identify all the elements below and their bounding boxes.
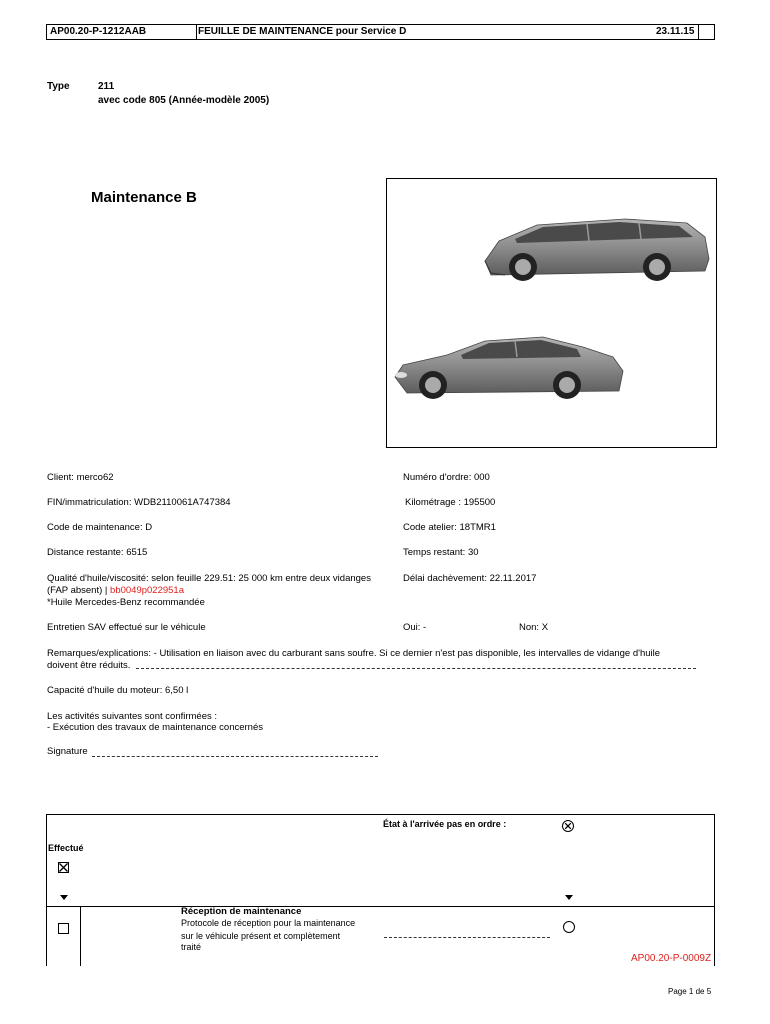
table-row-divider (46, 906, 715, 907)
fap-line (47, 585, 184, 596)
done-label: Effectué (48, 843, 84, 853)
reception-dotted-line (384, 937, 550, 938)
vehicle-illustration (387, 179, 716, 447)
arrow-down-icon (565, 895, 573, 901)
arrow-down-icon (60, 895, 68, 901)
arrival-state-label: État à l'arrivée pas en ordre : (383, 819, 507, 829)
arrival-state-x-circle-icon[interactable] (562, 820, 574, 832)
x-mark-icon (563, 821, 573, 831)
reception-radio[interactable] (563, 921, 575, 933)
mileage-field: Kilométrage : 195500 (405, 497, 496, 508)
reception-title: Réception de maintenance (181, 906, 302, 917)
x-mark-icon (59, 863, 68, 872)
fap-code-link[interactable]: bb0049p022951a (110, 585, 184, 596)
remaining-time-field: Temps restant: 30 (403, 547, 479, 558)
checklist-table (46, 814, 715, 966)
table-divider (80, 906, 81, 966)
document-title: FEUILLE DE MAINTENANCE pour Service D (195, 25, 699, 39)
reception-checkbox[interactable] (58, 923, 69, 934)
type-label: Type (47, 81, 70, 92)
maintenance-code-field: Code de maintenance: D (47, 522, 153, 533)
signature-label: Signature (47, 746, 88, 757)
fap-prefix: (FAP absent) | (47, 585, 111, 596)
reception-line-1: Protocole de réception pour la maintenance (181, 918, 356, 928)
document-date: 23.11.15 (656, 26, 695, 37)
client-field: Client: merco62 (47, 472, 114, 483)
reception-line-3: traité (181, 942, 202, 952)
workshop-code-field: Code atelier: 18TMR1 (403, 522, 496, 533)
estate-car (485, 219, 709, 281)
fin-field: FIN/immatriculation: WDB2110061A747384 (47, 497, 231, 508)
oil-recommendation: *Huile Mercedes-Benz recommandée (47, 597, 205, 608)
service-performed-field: Entretien SAV effectué sur le véhicule (47, 622, 206, 633)
remarks-line-2: doivent être réduits. (47, 660, 131, 671)
remaining-distance-field: Distance restante: 6515 (47, 547, 148, 558)
activities-line-1: Les activités suivantes sont confirmées : (47, 711, 218, 722)
completion-deadline-field: Délai dachèvement: 22.11.2017 (403, 573, 537, 584)
remarks-line-1: Remarques/explications: - Utilisation en liaison avec du carburant sans soufre. Si ce dernier n'est pas disponible, les intervalles de vidange d'huile (47, 648, 661, 659)
reference-link[interactable]: AP00.20-P-0009Z (631, 953, 712, 964)
order-number-field: Numéro d'ordre: 000 (403, 472, 490, 483)
header-bar (46, 24, 715, 40)
remarks-dotted-line (136, 668, 696, 669)
signature-line[interactable] (92, 756, 378, 757)
vehicle-photo (386, 178, 717, 448)
type-detail: avec code 805 (Année-modèle 2005) (98, 95, 270, 106)
no-field: Non: X (519, 622, 549, 633)
engine-oil-capacity: Capacité d'huile du moteur: 6,50 l (47, 685, 189, 696)
reception-line-2: sur le véhicule présent et complètement (181, 931, 341, 941)
type-value: 211 (98, 81, 115, 92)
document-code: AP00.20-P-1212AAB (47, 25, 197, 39)
sedan-car (395, 337, 623, 399)
done-checked-checkbox[interactable] (58, 862, 69, 873)
page-number: Page 1 de 5 (668, 987, 712, 996)
activities-line-2: - Exécution des travaux de maintenance concernés (47, 722, 263, 733)
maintenance-title: Maintenance B (91, 189, 197, 206)
yes-field: Oui: - (403, 622, 427, 633)
oil-quality-field: Qualité d'huile/viscosité: selon feuille 229.51: 25 000 km entre deux vidanges (47, 573, 371, 584)
